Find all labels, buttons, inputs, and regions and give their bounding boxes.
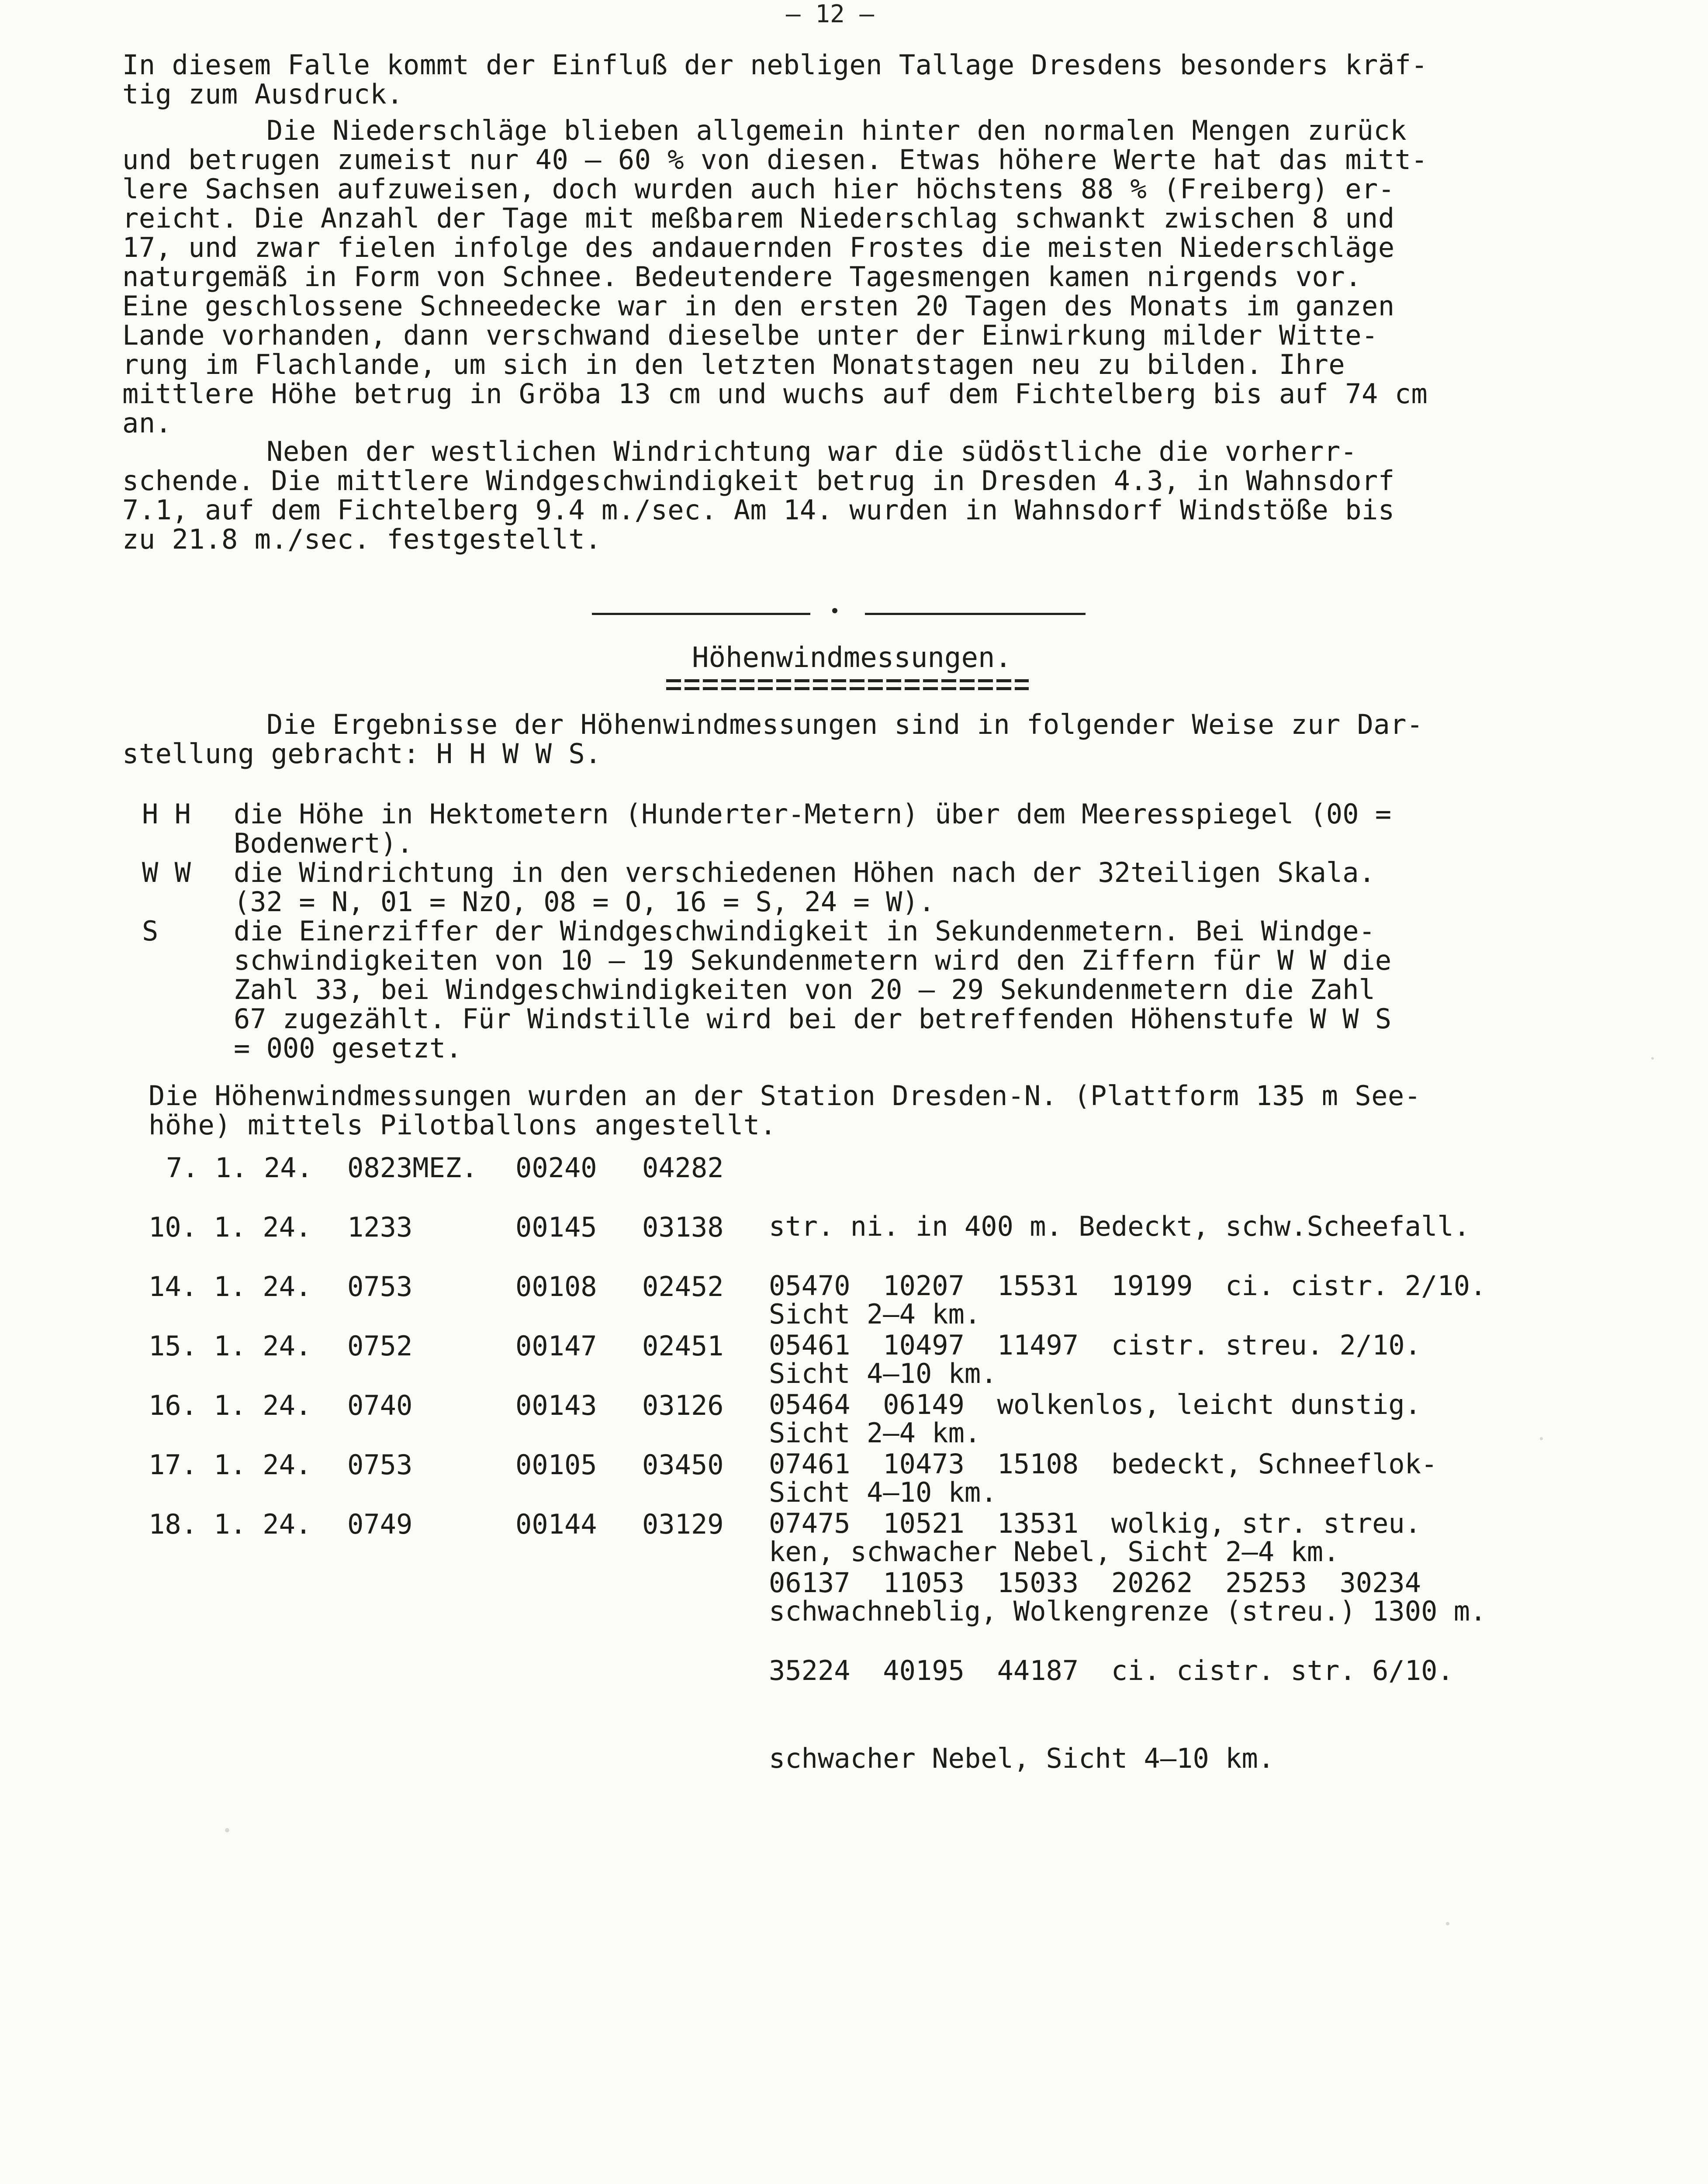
text-line: 17, und zwar fielen infolge des andauernden Frostes die meisten Niederschläge: [122, 232, 1395, 263]
obs-first-level: 02452: [642, 1271, 724, 1303]
text-line: schwacher Nebel, Sicht 4–10 km.: [769, 1742, 1275, 1774]
text-line: In diesem Falle kommt der Einfluß der nebligen Tallage Dresdens besonders kräf-: [122, 49, 1428, 81]
text-line: reicht. Die Anzahl der Tage mit meßbarem Niederschlag schwankt zwischen 8 und: [122, 202, 1395, 234]
separator-dot: [832, 608, 837, 613]
code-definitions: [142, 799, 1566, 1063]
obs-first-level: 04282: [642, 1152, 724, 1184]
paper-speck: [1446, 1922, 1449, 1925]
definition-text: [234, 858, 1566, 916]
text-line: an.: [122, 407, 172, 439]
paper-speck: [1651, 1057, 1654, 1060]
text-line: naturgemäß in Form von Schnee. Bedeutendere Tagesmengen kamen nirgends vor.: [122, 261, 1362, 293]
text-line: mittlere Höhe betrug in Gröba 13 cm und wuchs auf dem Fichtelberg bis auf 74 cm: [122, 378, 1428, 410]
definition-term: H H: [142, 798, 191, 830]
obs-first-level: 03138: [642, 1211, 724, 1243]
section-heading: Höhenwindmessungen.: [691, 642, 1012, 674]
text-line: = 000 gesetzt.: [234, 1032, 462, 1064]
definition-s: [142, 916, 1566, 1063]
obs-time: 0740: [347, 1389, 413, 1421]
text-line: Sicht 2–4 km.: [769, 1417, 981, 1449]
text-line: und betrugen zumeist nur 40 – 60 % von diesen. Etwas höhere Werte hat das mitt-: [122, 144, 1428, 176]
obs-time: 1233: [347, 1211, 413, 1243]
text-line: tig zum Ausdruck.: [122, 78, 404, 110]
obs-ground-value: 00147: [515, 1330, 597, 1362]
obs-first-level: 03129: [642, 1508, 724, 1540]
text-line: Die Ergebnisse der Höhenwindmessungen sind in folgender Weise zur Dar-: [266, 708, 1423, 740]
text-line: die Einerziffer der Windgeschwindigkeit in Sekundenmetern. Bei Windge-: [234, 915, 1375, 947]
obs-date: 7. 1. 24.: [166, 1152, 313, 1184]
text-line: die Höhe in Hektometern (Hunderter-Metern) über dem Meeresspiegel (00 =: [234, 798, 1392, 830]
text-line: rung im Flachlande, um sich in den letzten Monatstagen neu zu bilden. Ihre: [122, 349, 1345, 380]
text-line: schende. Die mittlere Windgeschwindigkeit betrug in Dresden 4.3, in Wahnsdorf: [122, 465, 1395, 497]
definition-text: [234, 916, 1566, 1063]
text-line: 67 zugezählt. Für Windstille wird bei der betreffenden Höhenstufe W W S: [234, 1003, 1392, 1035]
text-line: Bodenwert).: [234, 827, 413, 859]
text-line: Zahl 33, bei Windgeschwindigkeiten von 20 – 29 Sekundenmetern die Zahl: [234, 974, 1375, 1006]
wind-paragraph: [122, 437, 1573, 554]
text-line: stellung gebracht: H H W W S.: [122, 738, 602, 770]
obs-time: 0753: [347, 1271, 413, 1303]
obs-time: 0752: [347, 1330, 413, 1362]
text-line: Die Höhenwindmessungen wurden an der Station Dresden-N. (Plattform 135 m See-: [149, 1080, 1421, 1112]
station-note: [122, 1081, 1573, 1140]
paper-speck: [1540, 1437, 1543, 1440]
definition-text: [234, 799, 1566, 858]
obs-time: 0749: [347, 1508, 413, 1540]
text-line: (32 = N, 01 = NzO, 08 = O, 16 = S, 24 = W).: [234, 886, 935, 918]
definition-term: S: [142, 915, 159, 947]
text-line: schwindigkeiten von 10 – 19 Sekundenmetern wird den Ziffern für W W die: [234, 944, 1392, 976]
page-number: — 12 —: [785, 0, 875, 28]
obs-date: 14. 1. 24.: [149, 1271, 312, 1303]
text-line: Sicht 2–4 km.: [769, 1298, 981, 1330]
separator-rule-right: [865, 613, 1086, 615]
text-line: Sicht 4–10 km.: [769, 1358, 997, 1389]
obs-date: 16. 1. 24.: [149, 1389, 312, 1421]
paper-speck: [225, 1828, 229, 1832]
text-line: 07475 10521 13531 wolkig, str. streu.: [769, 1507, 1421, 1539]
text-line: die Windrichtung in den verschiedenen Höhen nach der 32teiligen Skala.: [234, 857, 1375, 888]
text-line: Neben der westlichen Windrichtung war die südöstliche die vorherr-: [266, 435, 1357, 467]
obs-ground-value: 00108: [515, 1271, 597, 1303]
text-line: 35224 40195 44187 ci. cistr. str. 6/10.: [769, 1655, 1454, 1686]
text-line: 07461 10473 15108 bedeckt, Schneeflok-: [769, 1448, 1438, 1480]
obs-date: 18. 1. 24.: [149, 1508, 312, 1540]
obs-first-level: 03450: [642, 1449, 724, 1481]
text-line: Sicht 4–10 km.: [769, 1476, 997, 1508]
text-line: 06137 11053 15033 20262 25253 30234: [769, 1567, 1421, 1599]
text-line: Lande vorhanden, dann verschwand dieselbe unter der Einwirkung milder Witte-: [122, 319, 1378, 351]
encoding-intro: [122, 710, 1573, 768]
heading-double-underline: [666, 679, 1029, 693]
text-line: lere Sachsen aufzuweisen, doch wurden auch hier höchstens 88 % (Freiberg) er-: [122, 173, 1395, 205]
obs-date: 15. 1. 24.: [149, 1330, 312, 1362]
obs-first-level: 03126: [642, 1389, 724, 1421]
text-line: ken, schwacher Nebel, Sicht 2–4 km.: [769, 1536, 1340, 1568]
obs-ground-value: 00240: [515, 1152, 597, 1184]
obs-ground-value: 00144: [515, 1508, 597, 1540]
text-line: 7.1, auf dem Fichtelberg 9.4 m./sec. Am 14. wurden in Wahnsdorf Windstöße bis: [122, 494, 1395, 526]
obs-time: 0753: [347, 1449, 413, 1481]
text-line: höhe) mittels Pilotballons angestellt.: [149, 1109, 777, 1141]
precipitation-paragraph: [122, 116, 1573, 438]
obs-ground-value: 00145: [515, 1211, 597, 1243]
obs-date: 17. 1. 24.: [149, 1449, 312, 1481]
text-line: Die Niederschläge blieben allgemein hinter den normalen Mengen zurück: [266, 114, 1407, 146]
text-line: str. ni. in 400 m. Bedeckt, schw.Scheefall.: [769, 1210, 1470, 1242]
observation-table: [149, 1152, 1590, 1774]
obs-ground-value: 00105: [515, 1449, 597, 1481]
obs-remarks: [769, 1507, 1599, 1832]
text-line: schwachneblig, Wolkengrenze (streu.) 1300 m.: [769, 1595, 1487, 1627]
intro-paragraph: [122, 50, 1573, 109]
obs-ground-value: 00143: [515, 1389, 597, 1421]
definition-ww: [142, 858, 1566, 916]
text-line: zu 21.8 m./sec. festgestellt.: [122, 523, 602, 555]
text-line: Eine geschlossene Schneedecke war in den ersten 20 Tagen des Monats im ganzen: [122, 290, 1395, 322]
text-line: 05470 10207 15531 19199 ci. cistr. 2/10.: [769, 1270, 1487, 1302]
text-line: 05464 06149 wolkenlos, leicht dunstig.: [769, 1389, 1421, 1420]
separator-rule-left: [592, 613, 810, 615]
obs-first-level: 02451: [642, 1330, 724, 1362]
text-line: 05461 10497 11497 cistr. streu. 2/10.: [769, 1329, 1421, 1361]
definition-term: W W: [142, 857, 191, 888]
obs-time: 0823MEZ.: [347, 1152, 478, 1184]
obs-date: 10. 1. 24.: [149, 1211, 312, 1243]
definition-hh: [142, 799, 1566, 858]
